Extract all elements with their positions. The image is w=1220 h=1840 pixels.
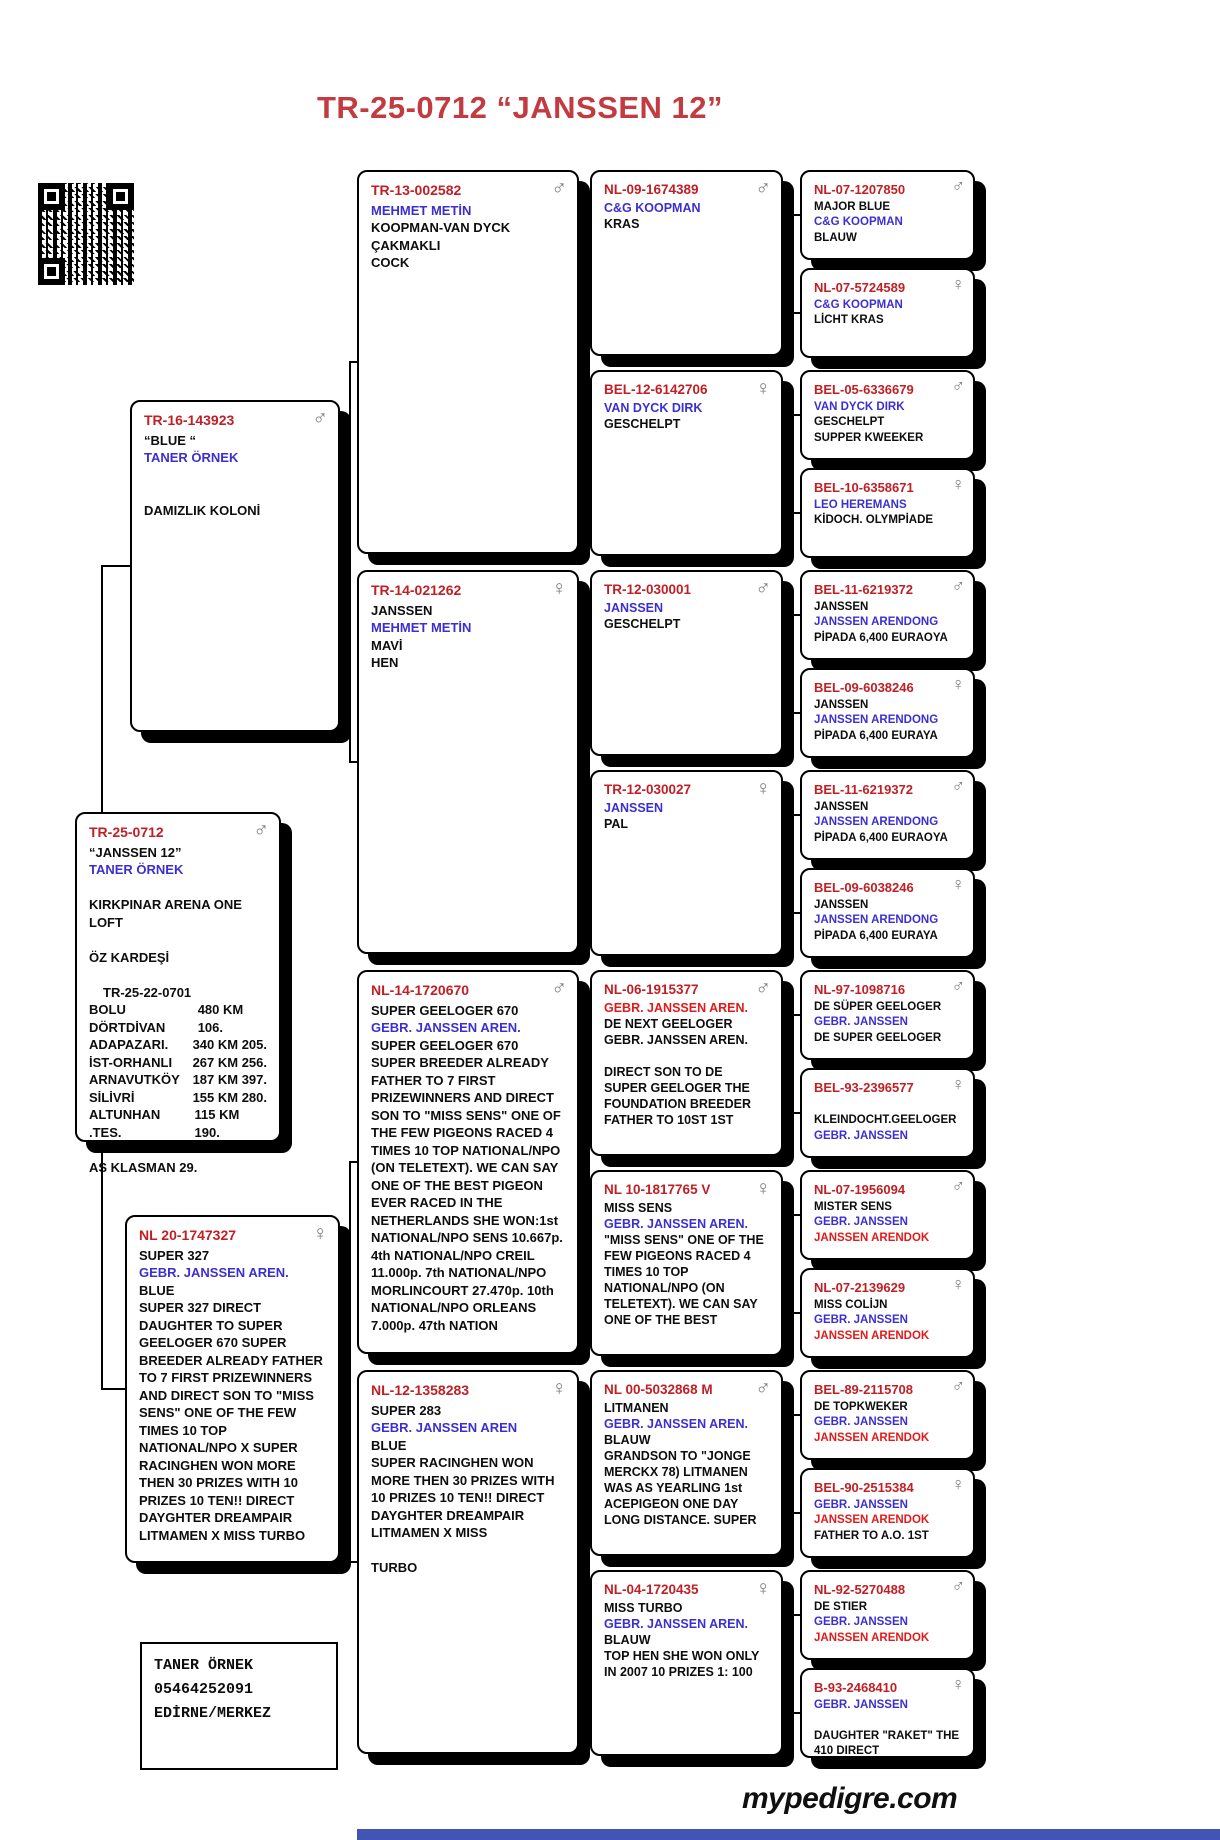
female-icon: ♀ (951, 1074, 965, 1094)
race-result-row (89, 1106, 267, 1141)
pedigree-line: GEBR. JANSSEN AREN. (604, 1617, 749, 1631)
connector-line (789, 1215, 791, 1313)
connector-line (789, 512, 800, 514)
pedigree-line: JANSSEN (604, 601, 664, 615)
pedigree-line: MISS SENS (604, 1201, 673, 1215)
connector-line (583, 663, 585, 863)
connector-line (583, 263, 585, 463)
pedigree-line: MEHMET METİN (371, 620, 472, 635)
pedigree-line: TANER ÖRNEK (89, 862, 184, 877)
pedigree-line: JANSSEN ARENDOK (814, 1631, 930, 1644)
ring-number: TR-12-030027 (604, 782, 692, 797)
connector-line (789, 815, 791, 913)
connector-line (789, 814, 800, 816)
pedigree-line: DAUGHTER "RAKET" THE 410 DIRECT (814, 1729, 963, 1757)
female-icon: ♀ (312, 1222, 328, 1245)
connector-line (789, 1512, 800, 1514)
pedigree-line: ÖZ KARDEŞİ (89, 949, 170, 965)
qr-code-icon (38, 183, 134, 285)
ring-number: NL 10-1817765 V (604, 1182, 711, 1197)
pedigree-box-b-93-2468410 (800, 1668, 975, 1758)
pedigree-line: FATHER TO A.O. 1ST (814, 1529, 929, 1542)
ring-number: NL-07-2139629 (814, 1280, 906, 1295)
pedigree-line: GEBR. JANSSEN (814, 1016, 908, 1028)
male-icon: ♂ (755, 577, 771, 600)
connector-line (789, 1415, 791, 1513)
pedigree-line: DE SUPER GEELOGER (814, 1031, 942, 1044)
pedigree-line: SUPPER KWEEKER (814, 431, 924, 444)
connector-line (789, 1312, 800, 1314)
ring-number: NL-07-1956094 (814, 1182, 906, 1197)
pedigree-line: DE NEXT GEELOGER (604, 1017, 733, 1031)
male-icon: ♂ (312, 407, 328, 430)
connector-line (349, 1162, 351, 1562)
female-icon: ♀ (551, 1377, 567, 1400)
pedigree-box-nl-09-1674389 (590, 170, 783, 356)
pedigree-box-bel-09-6038246 (800, 868, 975, 958)
pedigree-line: JANSSEN (814, 698, 869, 711)
ring-number: TR-12-030001 (604, 582, 692, 597)
ring-number: NL 00-5032868 M (604, 1382, 713, 1397)
pedigree-line: JANSSEN ARENDONG (814, 616, 939, 628)
pedigree-line: GEBR. JANSSEN (814, 1416, 908, 1428)
pedigree-line (89, 931, 267, 949)
pedigree-line: KRAS (604, 217, 640, 231)
pedigree-line: GEBR. JANSSEN (814, 1216, 908, 1228)
ring-number: NL-07-1207850 (814, 182, 906, 197)
pedigree-line: SUPER RACINGHEN WON MORE THEN 30 PRIZES WITH 10 PRIZES 10 TEN!! DIRECT DAYGHTER DREAMPAIR LITMAMEN X MISS (371, 1455, 559, 1540)
pedigree-line: JANSSEN (371, 602, 433, 618)
female-icon: ♀ (951, 274, 965, 294)
ring-number: BEL-93-2396577 (814, 1080, 914, 1095)
pedigree-line: TOP HEN SHE WON ONLY IN 2007 10 PRIZES 1: 100 (604, 1649, 763, 1679)
connector-line (789, 1015, 791, 1113)
pedigree-box-tr-25-0712 (75, 812, 281, 1175)
race-name: BOLU DÖRTDİVAN (89, 1002, 166, 1035)
connector-line (349, 361, 357, 363)
race-name: ARNAVUTKÖY (89, 1072, 180, 1087)
pedigree-box-nl-97-1098716 (800, 970, 975, 1060)
male-icon: ♂ (951, 1176, 965, 1196)
connector-line (101, 1388, 125, 1390)
pedigree-line: GRANDSON TO "JONGE MERCKX 78) LITMANEN WAS AS YEARLING 1st ACEPIGEON ONE DAY LONG DISTANCE. SUPER (604, 1449, 757, 1527)
pedigree-line: GEBR. JANSSEN AREN. (371, 1020, 521, 1035)
connector-line (583, 1662, 590, 1664)
pedigree-line (89, 966, 267, 984)
pedigree-line: HEN (371, 655, 399, 670)
pedigree-line: MISS COLİJN (814, 1298, 888, 1311)
ring-number: BEL-09-6038246 (814, 880, 914, 895)
watermark-site-name: mypedigre.com (742, 1782, 958, 1815)
ring-number: BEL-90-2515384 (814, 1480, 914, 1495)
connector-line (789, 1414, 800, 1416)
race-result-row (89, 1001, 267, 1036)
connector-line (349, 362, 351, 762)
pedigree-line: DAMIZLIK KOLONİ (144, 502, 261, 518)
ring-number: TR-14-021262 (371, 582, 462, 598)
pedigree-line: BLAUW (604, 1433, 651, 1447)
ring-number: BEL-11-6219372 (814, 782, 914, 797)
pedigree-line: DE SÜPER GEELOGER (814, 1000, 942, 1013)
ring-number: NL-12-1358283 (371, 1382, 470, 1398)
pedigree-line: TR-25-22-0701 (103, 984, 192, 1000)
connector-line (789, 1014, 800, 1016)
pedigree-line: GESCHELPT (814, 416, 885, 428)
pedigree-box-bel-11-6219372 (800, 770, 975, 860)
ring-number: TR-25-0712 (89, 824, 164, 840)
pedigree-line: BLAUW (814, 231, 857, 244)
female-icon: ♀ (755, 377, 771, 400)
pedigree-line: PİPADA 6,400 EURAOYA (814, 831, 948, 844)
pedigree-box-nl-07-5724589 (800, 268, 975, 358)
pedigree-line: BLUE (371, 1437, 407, 1453)
pedigree-line: “JANSSEN 12” (89, 844, 182, 860)
race-name: İST-ORHANLI (89, 1054, 173, 1070)
pedigree-line: DIRECT SON TO DE SUPER GEELOGER THE FOUNDATION BREEDER FATHER TO 10ST 1ST (604, 1065, 755, 1127)
pedigree-box-nl-92-5270488 (800, 1570, 975, 1660)
male-icon: ♂ (951, 776, 965, 796)
connector-line (349, 761, 357, 763)
qr-finder-icon (38, 183, 65, 210)
pedigree-line (89, 879, 267, 897)
pedigree-line (604, 1048, 769, 1064)
pedigree-line: AS KLASMAN 29. (89, 1159, 198, 1175)
pedigree-box-bel-09-6038246 (800, 668, 975, 758)
female-icon: ♀ (951, 874, 965, 894)
pedigree-box-bel-05-6336679 (800, 370, 975, 460)
pedigree-line: TURBO (371, 1560, 418, 1575)
pedigree-line: C&G KOOPMAN (814, 216, 903, 228)
male-icon: ♂ (951, 576, 965, 596)
connector-line (583, 1262, 590, 1264)
pedigree-box-bel-89-2115708 (800, 1370, 975, 1460)
pedigree-line: JANSSEN (814, 600, 869, 613)
race-result: 480 KM 106. (197, 1002, 244, 1035)
female-icon: ♀ (951, 1274, 965, 1294)
male-icon: ♂ (755, 1377, 771, 1400)
race-name: ADAPAZARI. (89, 1037, 169, 1052)
pedigree-line: JANSSEN (604, 801, 664, 815)
ring-number: NL-92-5270488 (814, 1582, 906, 1597)
pedigree-line: GESCHELPT (604, 417, 681, 431)
connector-line (789, 415, 791, 513)
connector-line (349, 1161, 357, 1163)
female-icon: ♀ (951, 474, 965, 494)
pedigree-line: MAVİ (371, 637, 403, 653)
connector-line (789, 1112, 800, 1114)
ring-number: BEL-09-6038246 (814, 680, 914, 695)
qr-finder-icon (38, 258, 65, 285)
male-icon: ♂ (951, 1576, 965, 1596)
pedigree-line: PİPADA 6,400 EURAYA (814, 729, 938, 742)
race-result: 340 KM 205. (192, 1037, 267, 1052)
pedigree-line: BLAUW (604, 1633, 651, 1647)
pedigree-box-bel-12-6142706 (590, 370, 783, 556)
ring-number: B-93-2468410 (814, 1680, 898, 1695)
connector-line (583, 1462, 590, 1464)
connector-line (349, 1561, 357, 1563)
male-icon: ♂ (755, 177, 771, 200)
race-result: 267 KM 256. (192, 1054, 267, 1070)
connector-line (583, 262, 590, 264)
connector-line (789, 1712, 800, 1714)
pedigree-line: “BLUE “ (144, 432, 196, 448)
female-icon: ♀ (951, 1674, 965, 1694)
pedigree-box-nl-20-1747327 (125, 1215, 340, 1563)
pedigree-line: BLUE (139, 1282, 175, 1298)
pedigree-line: KOOPMAN-VAN DYCK (371, 220, 511, 235)
pedigree-line: LITMANEN (604, 1401, 669, 1415)
pedigree-line: GEBR. JANSSEN AREN (371, 1420, 518, 1435)
pedigree-box-nl-04-1720435 (590, 1570, 783, 1756)
pedigree-line: MISTER SENS (814, 1200, 892, 1213)
male-icon: ♂ (755, 977, 771, 1000)
pedigree-line: DE TOPKWEKER (814, 1400, 908, 1413)
pedigree-box-nl-10-1817765-v (590, 1170, 783, 1356)
pedigree-line: SUPER 327 DIRECT DAUGHTER TO SUPER GEELOGER 670 SUPER BREEDER ALREADY FATHER TO 7 FIRST PRIZEWINNERS AND DIRECT SON TO "MISS SENS" ONE OF THE FEW TIMES 10 TOP NATIONAL/NPO X SUPER RACINGHEN WON MORE THEN 30 PRIZES WITH 10 PRIZES 10 TEN!! DIRECT DAYGHTER DREAMPAIR LITMAMEN X MISS TURBO (139, 1300, 327, 1543)
ring-number: NL-07-5724589 (814, 280, 906, 295)
female-icon: ♀ (551, 577, 567, 600)
ring-number: TR-16-143923 (144, 412, 235, 428)
pedigree-line: KIRKPINAR ARENA ONE LOFT (89, 897, 246, 930)
pedigree-line: LEO HEREMANS (814, 498, 907, 511)
connector-line (583, 662, 590, 664)
pedigree-line: C&G KOOPMAN (814, 298, 903, 311)
pedigree-line: GEBR. JANSSEN (814, 1498, 908, 1511)
pedigree-box-tr-12-030001 (590, 570, 783, 756)
male-icon: ♂ (551, 977, 567, 1000)
qr-finder-icon (107, 183, 134, 210)
pedigree-line: "MISS SENS" ONE OF THE FEW PIGEONS RACED 4 TIMES 10 TOP NATIONAL/NPO (ON TELETEXT). WE CAN SAY ONE OF THE BEST (604, 1233, 768, 1327)
owner-stamp-box (140, 1642, 338, 1770)
male-icon: ♂ (551, 177, 567, 200)
connector-line (789, 1614, 800, 1616)
pedigree-line: JANSSEN ARENDOK (814, 1329, 930, 1342)
pedigree-line: GESCHELPT (604, 617, 681, 631)
ring-number: BEL-10-6358671 (814, 480, 914, 495)
male-icon: ♂ (951, 376, 965, 396)
female-icon: ♀ (951, 1474, 965, 1494)
pedigree-line: PİPADA 6,400 EURAYA (814, 929, 938, 942)
pedigree-line: GEBR. JANSSEN AREN. (604, 1217, 749, 1231)
pedigree-line: KİDOCH. OLYMPİADE (814, 514, 934, 526)
pedigree-line (144, 484, 326, 502)
connector-line (789, 712, 800, 714)
pedigree-line: PİPADA 6,400 EURAOYA (814, 631, 948, 644)
ring-number: NL 20-1747327 (139, 1227, 237, 1243)
race-result-row (89, 1071, 267, 1089)
pedigree-line: TANER ÖRNEK (144, 450, 239, 465)
pedigree-line: GEBR. JANSSEN AREN. (604, 1001, 749, 1015)
pedigree-line (814, 1098, 961, 1114)
female-icon: ♀ (755, 777, 771, 800)
male-icon: ♂ (253, 819, 269, 842)
pedigree-line (371, 1542, 565, 1560)
connector-line (583, 1463, 585, 1663)
pedigree-line: COCK (371, 255, 410, 270)
pedigree-line: GEBR. JANSSEN (814, 1616, 908, 1628)
pedigree-box-nl-12-1358283 (357, 1370, 579, 1754)
pedigree-line: GEBR. JANSSEN AREN. (604, 1417, 749, 1431)
pedigree-line: JANSSEN ARENDOK (814, 1514, 930, 1526)
male-icon: ♂ (951, 1376, 965, 1396)
pedigree-line: MISS TURBO (604, 1601, 683, 1615)
pedigree-line: GEBR. JANSSEN (814, 1314, 908, 1326)
pedigree-box-nl-07-1207850 (800, 170, 975, 260)
pedigree-line: SUPER GEELOGER 670 (371, 1002, 519, 1018)
pedigree-line: JANSSEN ARENDONG (814, 714, 939, 726)
bottom-banner-bar (357, 1829, 1220, 1840)
ring-number: NL-04-1720435 (604, 1582, 699, 1597)
connector-line (789, 214, 800, 216)
male-icon: ♂ (951, 976, 965, 996)
race-name: ALTUNHAN .TES. (89, 1107, 161, 1140)
ring-number: BEL-11-6219372 (814, 582, 914, 597)
connector-line (583, 1062, 590, 1064)
female-icon: ♀ (951, 674, 965, 694)
pedigree-line: SUPER 327 (139, 1247, 210, 1263)
pedigree-box-tr-12-030027 (590, 770, 783, 956)
connector-line (583, 1063, 585, 1263)
race-result-row (89, 1036, 267, 1054)
pedigree-line: MEHMET METİN (371, 202, 472, 218)
ring-number: BEL-05-6336679 (814, 382, 914, 397)
pedigree-line (814, 1713, 961, 1729)
pedigree-line: ÇAKMAKLI (371, 237, 441, 253)
pedigree-line: PAL (604, 817, 629, 831)
pedigree-line: JANSSEN (814, 898, 869, 911)
female-icon: ♀ (755, 1177, 771, 1200)
pedigree-box-nl-06-1915377 (590, 970, 783, 1156)
pedigree-line: JANSSEN (814, 800, 869, 813)
pedigree-line: GEBR. JANSSEN AREN. (604, 1033, 749, 1047)
pedigree-line: GEBR. JANSSEN AREN. (139, 1265, 289, 1280)
pedigree-box-nl-00-5032868-m (590, 1370, 783, 1556)
pedigree-line: JANSSEN ARENDONG (814, 816, 939, 828)
race-result-row (89, 1089, 267, 1107)
female-icon: ♀ (755, 1577, 771, 1600)
connector-line (789, 912, 800, 914)
pedigree-line: SUPER GEELOGER 670 SUPER BREEDER ALREADY FATHER TO 7 FIRST PRIZEWINNERS AND DIRECT SON TO "MISS SENS" ONE OF THE FEW PIGEONS RACED 4 TIMES 10 TOP NATIONAL/NPO (ON TELETEXT). WE CAN SAY ONE OF THE BEST PIGEON EVER RACED IN THE NETHERLANDS SHE WON:1st NATIONAL/NPO SENS 10.667p. 4th NATIONAL/NPO CREIL 11.000p. 7th NATIONAL/NPO MORLINCOURT 27.470p. 10th NATIONAL/NPO ORLEANS 7.000p. 47th NATION (371, 1037, 567, 1333)
pedigree-line (144, 467, 326, 485)
pedigree-line (89, 1141, 267, 1159)
pedigree-line: C&G KOOPMAN (604, 201, 701, 215)
page-title: TR-25-0712 “JANSSEN 12” (316, 90, 724, 125)
ring-number: TR-13-002582 (371, 182, 462, 198)
pedigree-box-nl-07-2139629 (800, 1268, 975, 1358)
pedigree-line: MAJOR BLUE (814, 200, 891, 213)
pedigree-line: LİCHT KRAS (814, 314, 884, 326)
male-icon: ♂ (951, 176, 965, 196)
pedigree-box-tr-14-021262 (357, 570, 579, 954)
ring-number: NL-09-1674389 (604, 182, 699, 197)
owner-phone: 05464252091 (154, 1681, 254, 1698)
pedigree-line: JANSSEN ARENDONG (814, 914, 939, 926)
ring-number: NL-97-1098716 (814, 982, 906, 997)
pedigree-line: GEBR. JANSSEN (814, 1129, 908, 1142)
connector-line (583, 462, 590, 464)
pedigree-line: JANSSEN ARENDOK (814, 1231, 930, 1244)
connector-line (340, 1388, 350, 1390)
connector-line (789, 1214, 800, 1216)
connector-line (789, 414, 800, 416)
pedigree-line: DE STIER (814, 1600, 868, 1613)
connector-line (789, 312, 800, 314)
race-result-row (89, 1054, 267, 1072)
ring-number: BEL-12-6142706 (604, 382, 708, 397)
ring-number: NL-06-1915377 (604, 982, 699, 997)
pedigree-box-bel-93-2396577 (800, 1068, 975, 1158)
pedigree-line: JANSSEN ARENDOK (814, 1431, 930, 1444)
owner-name: TANER ÖRNEK (154, 1657, 254, 1674)
race-result: 187 KM 397. (192, 1072, 267, 1087)
connector-line (789, 1615, 791, 1713)
pedigree-box-nl-07-1956094 (800, 1170, 975, 1260)
ring-number: NL-14-1720670 (371, 982, 470, 998)
pedigree-box-tr-16-143923 (130, 400, 340, 732)
race-result: 155 KM 280. (192, 1089, 267, 1105)
connector-line (583, 862, 590, 864)
connector-line (340, 565, 350, 567)
race-result: 115 KM 190. (194, 1107, 240, 1140)
pedigree-box-bel-90-2515384 (800, 1468, 975, 1558)
pedigree-box-bel-11-6219372 (800, 570, 975, 660)
connector-line (789, 614, 800, 616)
pedigree-line: GEBR. JANSSEN (814, 1698, 908, 1711)
owner-city: EDİRNE/MERKEZ (154, 1705, 272, 1722)
pedigree-line: VAN DYCK DIRK (604, 401, 703, 415)
pedigree-box-bel-10-6358671 (800, 468, 975, 558)
pedigree-box-nl-14-1720670 (357, 970, 579, 1354)
connector-line (101, 565, 130, 567)
pedigree-line: SUPER 283 (371, 1402, 442, 1418)
race-name: SİLİVRİ (89, 1089, 135, 1105)
pedigree-box-tr-13-002582 (357, 170, 579, 554)
pedigree-line: KLEINDOCHT.GEELOGER (814, 1114, 957, 1126)
connector-line (789, 215, 791, 313)
connector-line (789, 615, 791, 713)
pedigree-line: VAN DYCK DIRK (814, 400, 905, 413)
ring-number: BEL-89-2115708 (814, 1382, 914, 1397)
